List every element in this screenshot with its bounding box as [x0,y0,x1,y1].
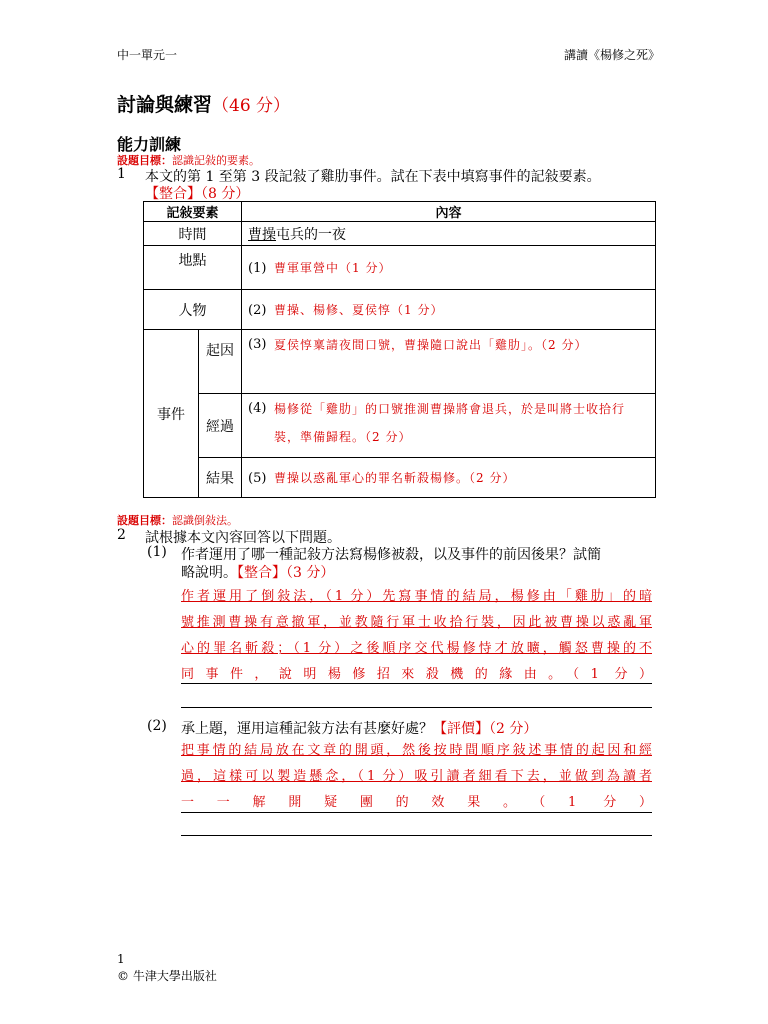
table-row-cause [144,330,656,394]
goal-2-text: 認識倒敍法。 [172,514,238,527]
q2-2-underline-3 [181,812,652,813]
goal-2-label: 設題目標： [117,514,172,527]
q2-2-answer-line-2: 過，這樣可以製造懸念，（1 分）吸引讀者細看下去，並做到為讀者 [181,769,652,784]
q1-text: 本文的第 1 至第 3 段記敍了雞肋事件。試在下表中填寫事件的記敍要素。 [145,169,601,185]
q2-2-number: (2) [147,718,167,734]
q2-2-points: （2 分） [489,721,538,737]
q2-1-number: (1) [147,544,167,560]
row-cause-label: 起因 [199,330,242,394]
place-answer: 曹軍軍營中（1 分） [274,261,392,275]
people-answer: 曹操、楊修、夏侯惇（1 分） [274,303,444,317]
q2-1-points: （3 分） [286,565,335,581]
q2-1-tag: 【整合】 [237,565,286,581]
result-answer: 曹操以惑亂軍心的罪名斬殺楊修。（2 分） [274,471,516,485]
q2-2-tag: 【評價】 [433,721,489,737]
table-col-elements: 記敍要素 [144,202,242,222]
header-unit: 中一單元一 [117,48,178,62]
title-points: （46 分） [212,96,291,116]
q2-1-line2-wrap [181,562,334,582]
row-time-value [242,222,656,246]
table-row-people [144,290,656,330]
q2-1-answer-line-3: 心的罪名斬殺；（1 分）之後順序交代楊修恃才放曠，觸怒曹操的不 [181,641,652,656]
cause-num: (3) [248,337,267,352]
process-num: (4) [248,401,267,416]
cause-answer: 夏侯惇稟請夜間口號，曹操隨口說出「雞肋」。（2 分） [274,338,588,352]
row-result-value [242,458,656,498]
row-result-label: 結果 [199,458,242,498]
people-num: (2) [248,303,267,318]
section-heading: 能力訓練 [117,135,182,154]
goal-1-text: 認識記敍的要素。 [172,154,260,167]
row-event-label: 事件 [144,330,199,498]
table-header-row [144,202,656,222]
row-place-value [242,246,656,290]
q2-2-answer-line-3: 一一解開疑團的效果。（1 分） [181,795,652,810]
q1-tag-line [145,183,249,203]
title-main: 討論與練習 [117,94,213,116]
table-col-content: 內容 [242,202,656,222]
row-place-label: 地點 [144,246,242,290]
result-num: (5) [248,471,267,486]
row-process-label: 經過 [199,394,242,458]
table-row-result [144,458,656,498]
q2-text: 試根據本文內容回答以下問題。 [145,530,341,546]
row-process-value [242,394,656,458]
page-number: 1 [117,952,125,966]
q2-1-line1: 作者運用了哪一種記敍方法寫楊修被殺，以及事件的前因後果？試簡 [181,547,601,563]
row-cause-value [242,330,656,394]
table-row-process [144,394,656,458]
q1-points: （8 分） [201,186,250,202]
time-value-underlined: 曹操 [248,226,277,243]
goal-1-label: 設題目標： [117,154,172,167]
q2-2-blank-line [181,835,652,836]
q2-1-answer-line-4: 同事件，說明楊修招來殺機的緣由。（1 分） [181,667,652,682]
header-lesson: 講讀《楊修之死》 [563,48,660,62]
q2-2-text: 承上題，運用這種記敍方法有甚麼好處？ [181,721,433,737]
q2-1-answer-line-1: 作者運用了倒敍法，（1 分）先寫事情的結局，楊修由「雞肋」的暗 [181,589,652,604]
table-row-place [144,246,656,290]
q2-2-text-wrap [181,718,537,738]
q1-number: 1 [117,166,126,182]
table-row-time [144,222,656,246]
q2-1-blank-line [181,707,652,708]
row-people-label: 人物 [144,290,242,330]
q1-tag: 【整合】 [145,186,201,202]
narrative-elements-table [143,201,656,498]
row-time-label: 時間 [144,222,242,246]
time-value-rest: 屯兵的一夜 [276,226,347,243]
copyright: © 牛津大學出版社 [117,969,217,983]
process-answer: 楊修從「雞肋」的口號推測曹操將會退兵，於是叫將士收拾行裝，準備歸程。（2 分） [274,402,626,444]
q2-number: 2 [117,527,126,543]
place-num: (1) [248,261,267,276]
goal-2 [117,512,238,528]
q2-1-underline-4 [181,683,652,684]
q2-1-line2: 略說明。 [181,565,237,581]
row-people-value [242,290,656,330]
page-title [117,90,290,117]
q2-1-answer-line-2: 號推測曹操有意撤軍，並教隨行軍士收拾行裝，因此被曹操以惑亂軍 [181,615,652,630]
q2-2-answer-line-1: 把事情的結局放在文章的開頭，然後按時間順序敍述事情的起因和經 [181,743,652,758]
